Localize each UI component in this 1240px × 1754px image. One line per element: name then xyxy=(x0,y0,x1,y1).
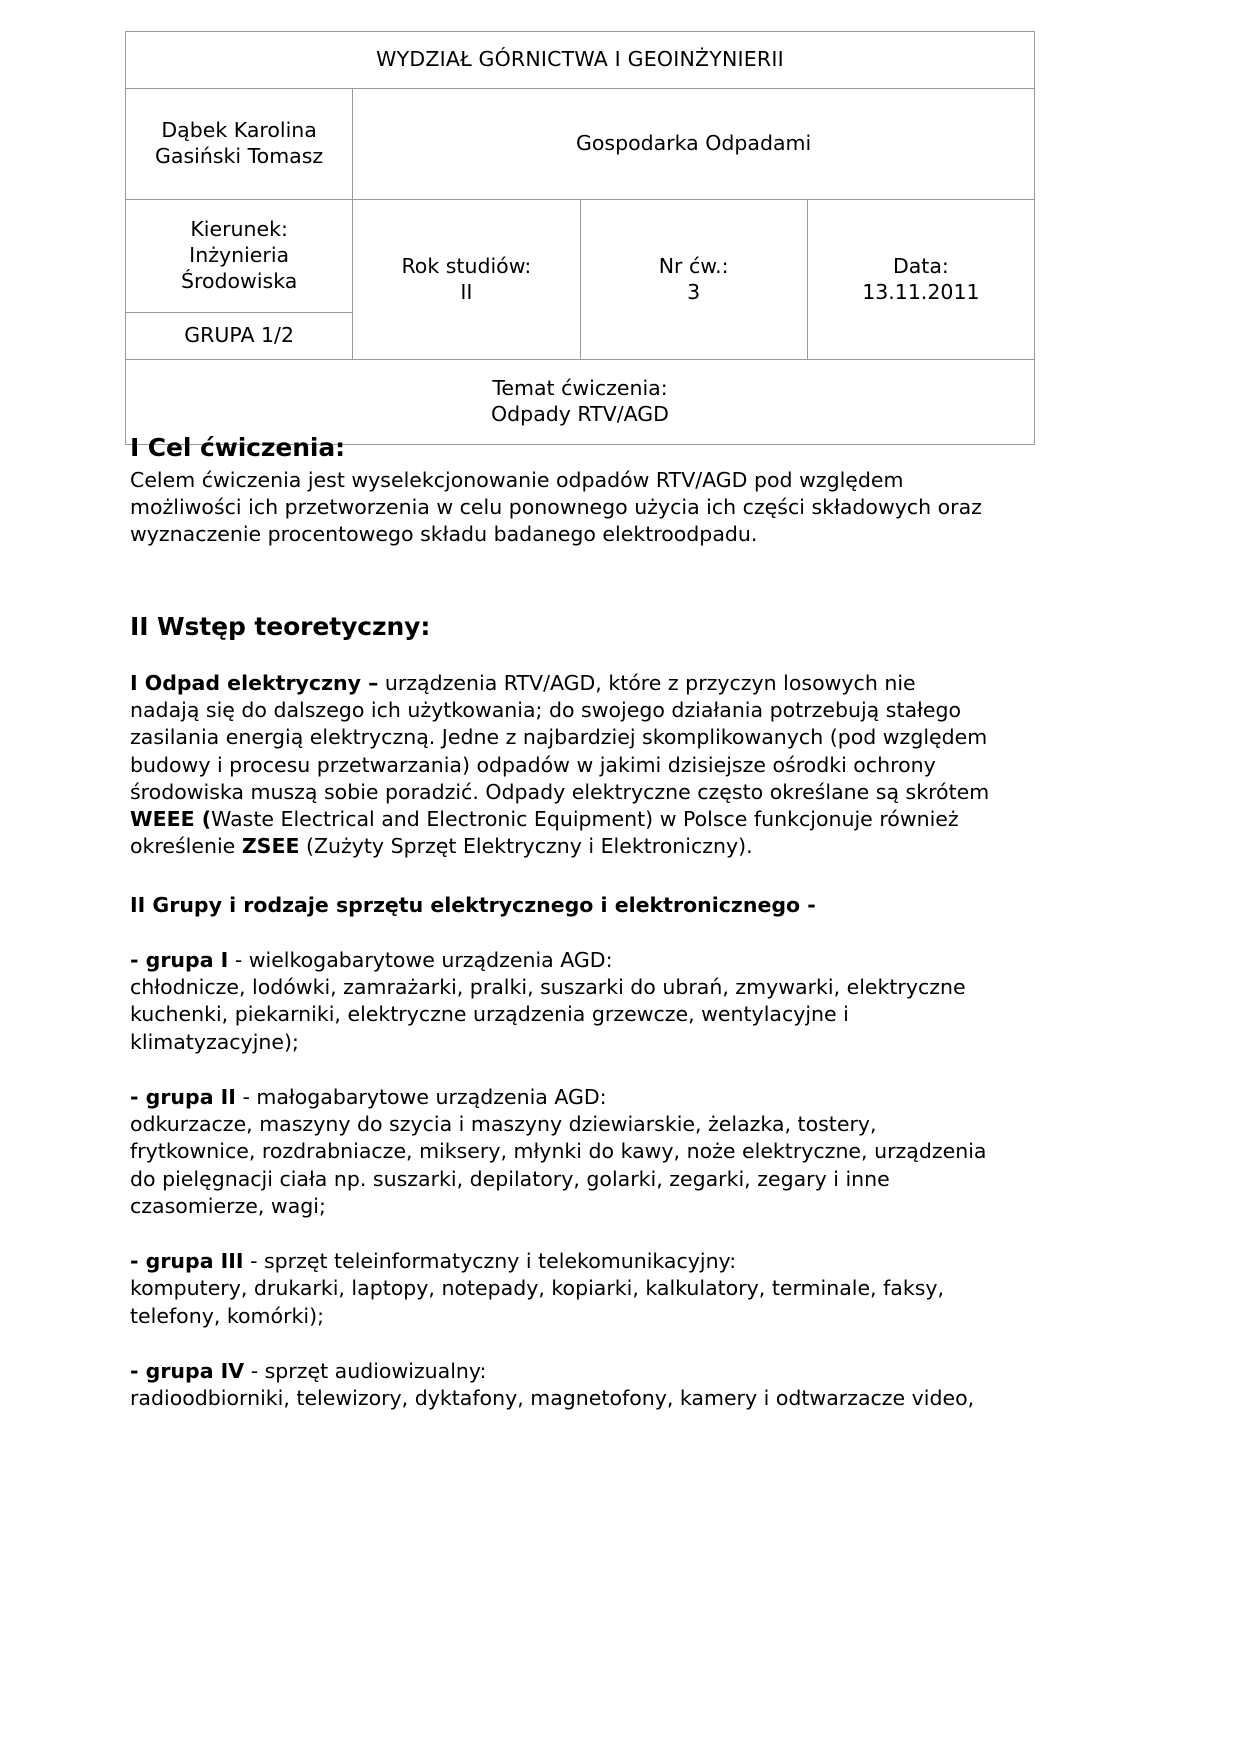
definition-text-3: (Zużyty Sprzęt Elektryczny i Elektroniczny). xyxy=(299,834,753,859)
direction-cell xyxy=(126,200,353,313)
table-row-faculty xyxy=(126,32,1035,89)
student-name-1: Dąbek Karolina xyxy=(161,118,317,143)
direction-line-1: Inżynieria xyxy=(189,243,290,268)
groups-heading-text: II Grupy i rodzaje sprzętu elektrycznego i elektronicznego - xyxy=(130,892,816,917)
student-name-2: Gasiński Tomasz xyxy=(155,144,324,168)
group-entry-1 xyxy=(130,947,990,1056)
exercise-number-value: 3 xyxy=(687,279,701,304)
group-items-4: radioodbiorniki, telewizory, dyktafony, magnetofony, kamery i odtwarzacze video, xyxy=(130,1386,975,1410)
exercise-number-cell xyxy=(580,200,807,360)
table-row-direction xyxy=(126,200,1035,313)
definition-term: I Odpad elektryczny – xyxy=(130,670,379,695)
group-entry-4 xyxy=(130,1358,990,1413)
section-heading-aim: I Cel ćwiczenia: xyxy=(130,433,346,462)
group-title-4: - sprzęt audiowizualny: xyxy=(244,1358,487,1383)
group-label-3: - grupa III xyxy=(130,1249,244,1273)
group-items-1: chłodnicze, lodówki, zamrażarki, pralki, suszarki do ubrań, zmywarki, elektryczne kuchenki, piekarniki, elektryczne urządzenia grzewcze, wentylacyjne i klimatyzacyjne); xyxy=(130,975,966,1054)
group-label-4: - grupa IV xyxy=(130,1358,245,1383)
subject-name: Gospodarka Odpadami xyxy=(353,89,1035,200)
acronym-weee: WEEE ( xyxy=(130,807,212,831)
definition-paragraph xyxy=(130,670,990,861)
section-heading-theory: II Wstęp teoretyczny: xyxy=(130,612,431,642)
date-label: Data: xyxy=(892,253,949,278)
definition-text-1: urządzenia RTV/AGD, które z przyczyn losowych nie nadają się do dalszego ich użytkowania; do swojego działania potrzebują stałego zasilania energią elektryczną. Jedne z najbardziej skomplikowanych (pod względem budowy i procesu przetwarzania) odpadów w jakimi dzisiejsze ośrodki ochrony środowiska muszą sobie poradzić. Odpady elektryczne często określane są skrótem xyxy=(130,670,990,804)
report-header-table xyxy=(125,31,1035,445)
group-title-3: - sprzęt teleinformatyczny i telekomunikacyjny: xyxy=(243,1249,737,1273)
group-number: GRUPA 1/2 xyxy=(126,313,353,360)
direction-line-2: Środowiska xyxy=(180,268,298,293)
aim-paragraph: Celem ćwiczenia jest wyselekcjonowanie odpadów RTV/AGD pod względem możliwości ich przetworzenia w celu ponownego użycia ich części składowych oraz wyznaczenie procentowego składu badanego elektroodpadu. xyxy=(130,467,982,546)
exercise-topic-label: Temat ćwiczenia: xyxy=(492,376,668,401)
table-row-students xyxy=(126,89,1035,200)
direction-label: Kierunek: xyxy=(190,217,288,242)
document-body xyxy=(130,432,990,1412)
study-year-label: Rok studiów: xyxy=(401,253,532,278)
group-label-1: - grupa I xyxy=(130,947,229,972)
exercise-topic-value: Odpady RTV/AGD xyxy=(491,402,669,426)
exercise-number-label: Nr ćw.: xyxy=(658,253,729,278)
group-title-1: - wielkogabarytowe urządzenia AGD: xyxy=(228,947,613,972)
groups-heading xyxy=(130,892,990,919)
group-items-2: odkurzacze, maszyny do szycia i maszyny dziewiarskie, żelazka, tostery, frytkownice, rozdrabniacze, miksery, młynki do kawy, noże elektryczne, urządzenia do pielęgnacji ciała np. suszarki, depilatory, golarki, zegarki, zegary i inne czasomierze, wagi; xyxy=(130,1112,987,1218)
group-entry-2 xyxy=(130,1084,990,1220)
faculty-name: WYDZIAŁ GÓRNICTWA I GEOINŻYNIERII xyxy=(126,32,1035,89)
study-year-value: II xyxy=(460,279,473,304)
group-title-2: - małogabarytowe urządzenia AGD: xyxy=(235,1084,607,1109)
date-cell xyxy=(807,200,1034,360)
header-table xyxy=(125,31,1035,445)
definition-text-2: Waste Electrical and Electronic Equipment) w Polsce funkcjonuje również określenie xyxy=(130,807,959,859)
date-value: 13.11.2011 xyxy=(862,279,980,304)
group-label-2: - grupa II xyxy=(130,1084,236,1109)
acronym-zsee: ZSEE xyxy=(241,834,300,859)
group-entry-3 xyxy=(130,1248,990,1330)
student-names-cell xyxy=(126,89,353,200)
group-items-3: komputery, drukarki, laptopy, notepady, kopiarki, kalkulatory, terminale, faksy, telefony, komórki); xyxy=(130,1276,945,1328)
study-year-cell xyxy=(353,200,580,360)
